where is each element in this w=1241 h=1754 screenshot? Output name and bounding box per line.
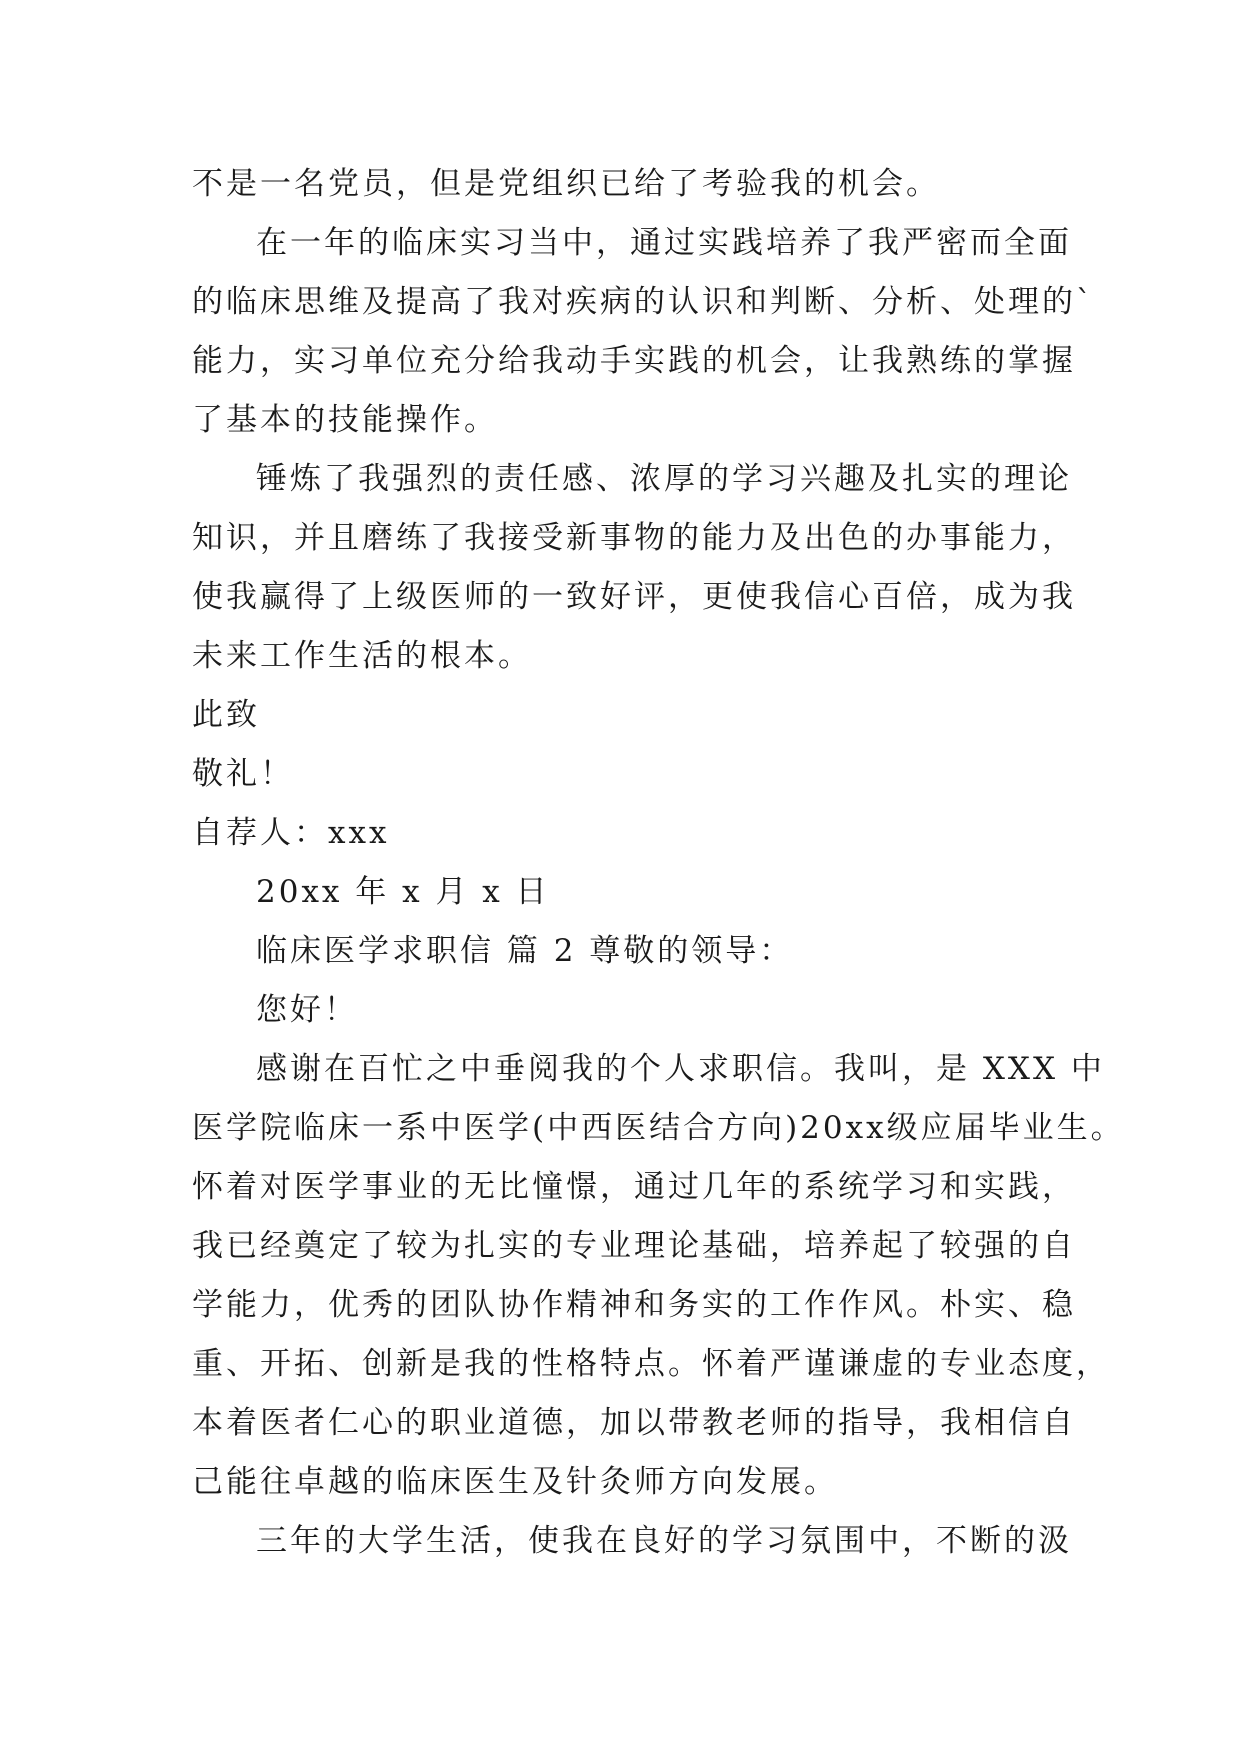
section-heading: 临床医学求职信 篇 2 尊敬的领导：: [256, 933, 794, 969]
text-line: 知识，并且磨练了我接受新事物的能力及出色的办事能力，: [192, 520, 1076, 556]
text-line: 本着医者仁心的职业道德，加以带教老师的指导，我相信自: [192, 1405, 1076, 1441]
text-line: 锤炼了我强烈的责任感、浓厚的学习兴趣及扎实的理论: [256, 461, 1072, 497]
text-line: 学能力，优秀的团队协作精神和务实的工作作风。朴实、稳: [192, 1287, 1076, 1323]
text-line: 医学院临床一系中医学(中西医结合方向)20xx级应届毕业生。: [192, 1110, 1125, 1146]
text-line: 未来工作生活的根本。: [192, 638, 532, 674]
text-line: 己能往卓越的临床医生及针灸师方向发展。: [192, 1464, 838, 1500]
signature-line: 自荐人：xxx: [192, 815, 390, 851]
closing-regards: 敬礼！: [192, 756, 294, 792]
text-line: 三年的大学生活，使我在良好的学习氛围中，不断的汲: [256, 1523, 1072, 1559]
text-line: 我已经奠定了较为扎实的专业理论基础，培养起了较强的自: [192, 1228, 1076, 1264]
text-line: 感谢在百忙之中垂阅我的个人求职信。我叫，是 XXX 中: [256, 1051, 1105, 1087]
greeting-line: 您好！: [256, 992, 358, 1028]
date-line: 20xx 年 x 月 x 日: [256, 874, 550, 910]
closing-salutation: 此致: [192, 697, 260, 733]
letter-body: [192, 155, 1125, 1571]
text-line: 在一年的临床实习当中，通过实践培养了我严密而全面: [256, 225, 1072, 261]
text-line: 的临床思维及提高了我对疾病的认识和判断、分析、处理的`: [192, 284, 1095, 320]
text-line: 使我赢得了上级医师的一致好评，更使我信心百倍，成为我: [192, 579, 1076, 615]
text-line: 重、开拓、创新是我的性格特点。怀着严谨谦虚的专业态度，: [192, 1346, 1110, 1382]
text-line: 了基本的技能操作。: [192, 402, 498, 438]
text-line: 能力，实习单位充分给我动手实践的机会，让我熟练的掌握: [192, 343, 1076, 379]
text-line: 怀着对医学事业的无比憧憬，通过几年的系统学习和实践，: [192, 1169, 1076, 1205]
text-line: 不是一名党员，但是党组织已给了考验我的机会。: [192, 166, 940, 202]
